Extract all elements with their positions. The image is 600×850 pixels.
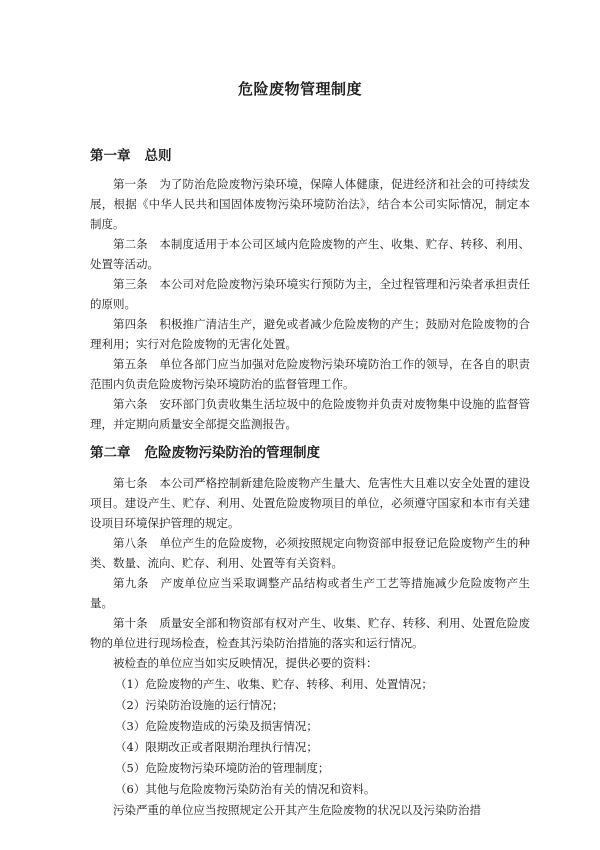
chapter-1: [90, 146, 530, 434]
article-4: 第四条 积极推广清洁生产，避免或者减少危险废物的产生；鼓励对危险废物的合理利用；实行对危险废物的无害化处置。: [90, 317, 530, 351]
chapter-2-heading: [90, 443, 530, 463]
article-2: 第二条 本制度适用于本公司区域内危险废物的产生、收集、贮存、转移、利用、处置等活动。: [90, 237, 530, 271]
document-title: 危险废物管理制度: [237, 80, 362, 98]
chapter-1-number: 第一章: [90, 148, 131, 164]
inspection-intro: 被检查的单位应当如实反映情况，提供必要的资料：: [113, 656, 378, 670]
list-item: （6）其他与危险废物污染防治有关的情况和资料。: [115, 782, 376, 796]
list-item: （2）污染防治设施的运行情况；: [115, 698, 284, 712]
list-item: （1）危险废物的产生、收集、贮存、转移、利用、处置情况；: [115, 677, 433, 691]
list-item: （3）危险废物造成的污染及损害情况；: [115, 719, 318, 733]
article-5: 第五条 单位各部门应当加强对危险废物污染环境防治工作的领导，在各自的职责范围内负责危险废物污染环境防治的监督管理工作。: [90, 357, 530, 391]
article-3: 第三条 本公司对危险废物污染环境实行预防为主，全过程管理和污染者承担责任的原则。: [90, 277, 530, 311]
closing-paragraph: 污染严重的单位应当按照规定公开其产生危险废物的状况以及污染防治措: [113, 803, 481, 817]
chapter-2-name: 危险废物污染防治的管理制度: [144, 445, 320, 461]
chapter-2: [90, 443, 530, 821]
chapter-2-number: 第二章: [90, 445, 131, 461]
list-item: （5）危险废物污染环境防治的管理制度；: [115, 761, 330, 775]
chapter-1-heading: [90, 146, 530, 166]
chapter-1-name: 总则: [144, 148, 172, 164]
article-8: 第八条 单位产生的危险废物，必须按照规定向物资部申报登记危险废物产生的种类、数量、流向、贮存、利用、处置等有关资料。: [90, 536, 530, 570]
list-item: （4）限期改正或者限期治理执行情况；: [115, 740, 318, 754]
article-1: 第一条 为了防治危险废物污染环境，保障人体健康，促进经济和社会的可持续发展，根据《中华人民共和国固体废物污染环境防治法》，结合本公司实际情况，制定本制度。: [90, 177, 530, 231]
article-10: 第十条 质量安全部和物资部有权对产生、收集、贮存、转移、利用、处置危险废物的单位进行现场检查，检查其污染防治措施的落实和运行情况。: [90, 616, 530, 650]
article-7: 第七条 本公司严格控制新建危险废物产生量大、危害性大且难以安全处置的建设项目。建设产生、贮存、利用、处置危险废物项目的单位，必须遵守国家和本市有关建设项目环境保护管理的规定。: [90, 476, 530, 530]
article-6: 第六条 安环部门负责收集生活垃圾中的危险废物并负责对废物集中设施的监督管理，并定期向质量安全部提交监测报告。: [90, 397, 530, 431]
article-9: 第九条 产废单位应当采取调整产品结构或者生产工艺等措施减少危险废物产生量。: [90, 576, 530, 610]
